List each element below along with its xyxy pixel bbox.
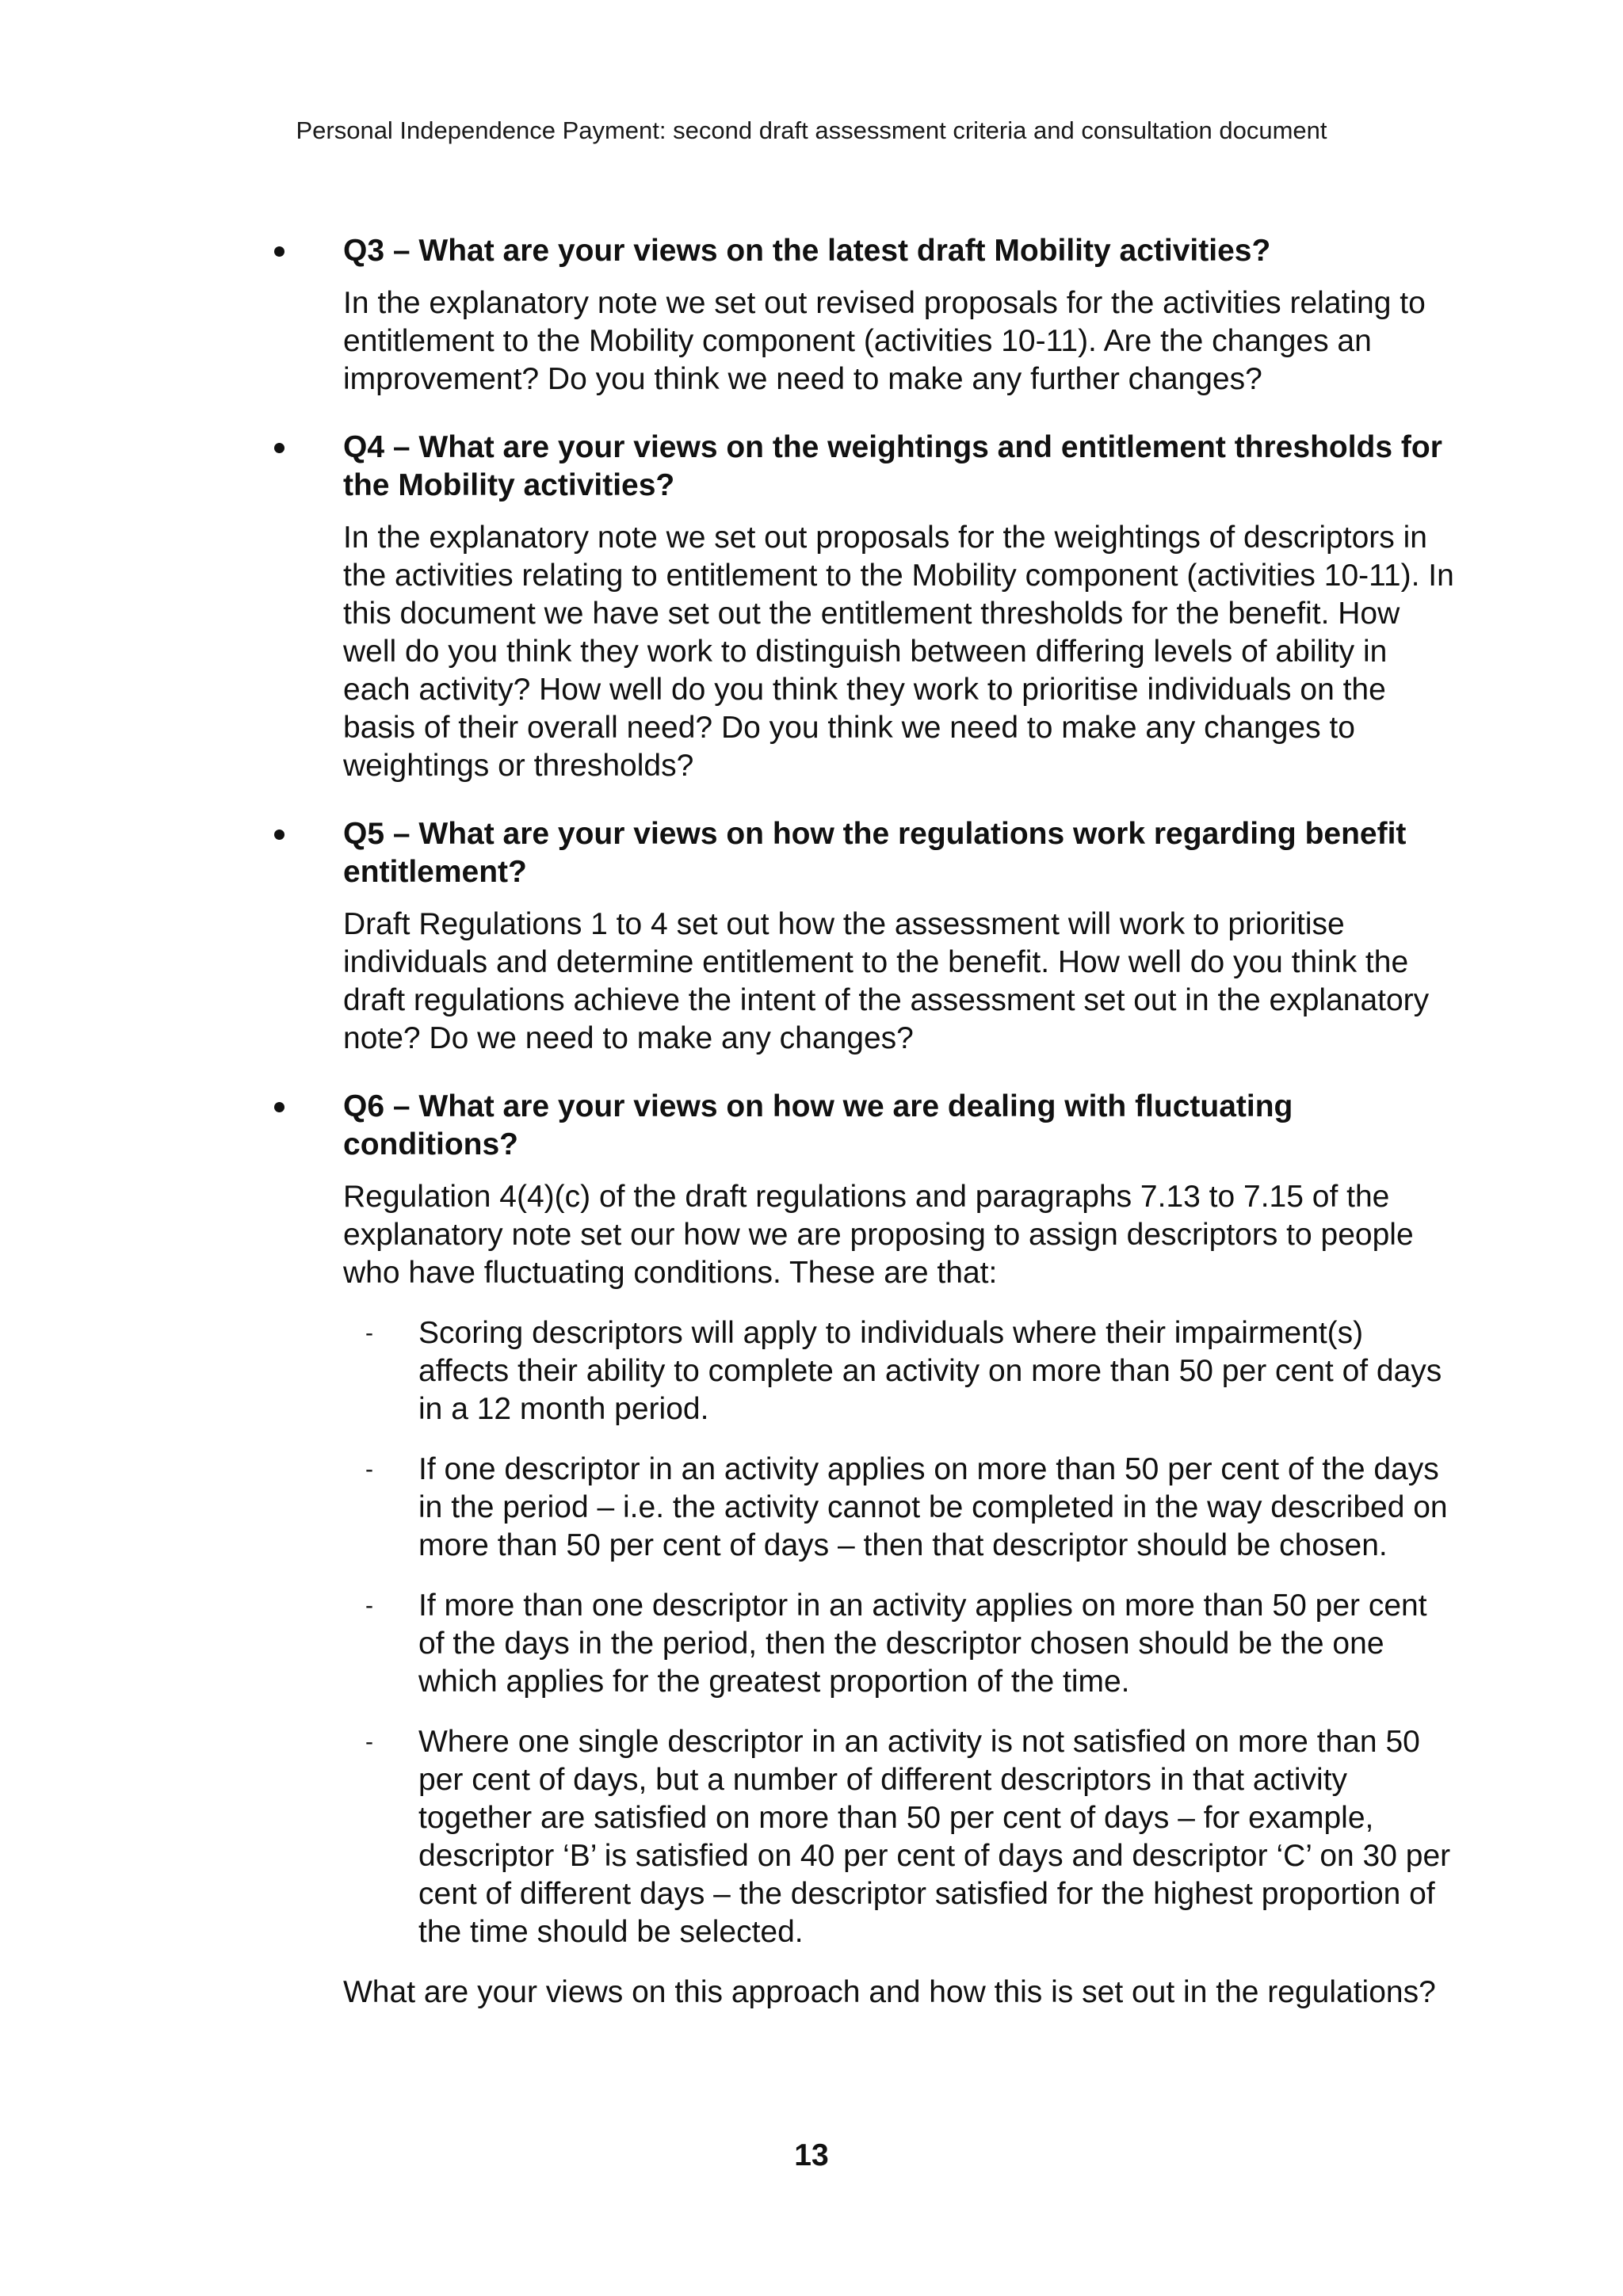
list-item-text: If one descriptor in an activity applies on more than 50 per cent of the days in the period – i.e. the activity cannot be completed in the way described on more than 50 per cent of days – then that descriptor should be chosen. bbox=[418, 1452, 1448, 1562]
question-title: Q3 – What are your views on the latest draft Mobility activities? bbox=[343, 234, 1271, 268]
list-item-text: Where one single descriptor in an activity is not satisfied on more than 50 per cent of days, but a number of different descriptors in that activity together are satisfied on more than 50 per cent of days – for example, descriptor ‘B’ is satisfied on 40 per cent of days and descriptor ‘C’ on 30 per cent of different days – the descriptor satisfied for the highest proportion of the time should be selected. bbox=[418, 1725, 1451, 1949]
dash-marker: - bbox=[365, 1456, 373, 1482]
bullet-icon bbox=[274, 1102, 285, 1112]
question-title: Q5 – What are your views on how the regulations work regarding benefit entitlement? bbox=[343, 817, 1407, 889]
questions-list bbox=[288, 232, 1461, 2042]
list-item bbox=[343, 1587, 1461, 1701]
list-item bbox=[343, 1314, 1461, 1428]
question-title: Q6 – What are your views on how we are dealing with fluctuating conditions? bbox=[343, 1089, 1293, 1161]
question-title: Q4 – What are your views on the weightings and entitlement thresholds for the Mobility activities? bbox=[343, 430, 1442, 502]
question-q6 bbox=[288, 1088, 1461, 2012]
fluctuating-conditions-points bbox=[343, 1314, 1461, 1951]
running-header: Personal Independence Payment: second draft assessment criteria and consultation document bbox=[296, 116, 1327, 144]
bullet-icon bbox=[274, 246, 285, 257]
question-body: Regulation 4(4)(c) of the draft regulations and paragraphs 7.13 to 7.15 of the explanatory note set our how we are proposing to assign descriptors to people who have fluctuating conditions. These are that: bbox=[343, 1180, 1414, 1290]
list-item bbox=[343, 1451, 1461, 1565]
question-closing: What are your views on this approach and how this is set out in the regulations? bbox=[343, 1975, 1436, 2009]
dash-marker: - bbox=[365, 1592, 373, 1619]
dash-marker: - bbox=[365, 1320, 373, 1346]
question-body: Draft Regulations 1 to 4 set out how the assessment will work to prioritise individuals and determine entitlement to the benefit. How well do you think the draft regulations achieve the intent of the assessment set out in the explanatory note? Do we need to make any changes? bbox=[343, 907, 1430, 1055]
list-item-text: Scoring descriptors will apply to individuals where their impairment(s) affects their ability to complete an activity on more than 50 per cent of days in a 12 month period. bbox=[418, 1316, 1442, 1426]
question-body: In the explanatory note we set out revised proposals for the activities relating to entitlement to the Mobility component (activities 10-11). Are the changes an improvement? Do you think we need to make any further changes? bbox=[343, 286, 1426, 396]
question-q4 bbox=[288, 429, 1461, 785]
bullet-icon bbox=[274, 830, 285, 840]
list-item bbox=[343, 1723, 1461, 1951]
bullet-icon bbox=[274, 443, 285, 453]
question-q3 bbox=[288, 232, 1461, 399]
question-q5 bbox=[288, 815, 1461, 1058]
list-item-text: If more than one descriptor in an activity applies on more than 50 per cent of the days in the period, then the descriptor chosen should be the one which applies for the greatest proportion of the time. bbox=[418, 1589, 1427, 1699]
question-body: In the explanatory note we set out proposals for the weightings of descriptors in the activities relating to entitlement to the Mobility component (activities 10-11). In this document we have set out the entitlement thresholds for the benefit. How well do you think they work to distinguish between differing levels of ability in each activity? How well do you think they work to prioritise individuals on the basis of their overall need? Do you think we need to make any changes to weightings or thresholds? bbox=[343, 521, 1454, 783]
page-number: 13 bbox=[794, 2138, 829, 2172]
dash-marker: - bbox=[365, 1729, 373, 1755]
